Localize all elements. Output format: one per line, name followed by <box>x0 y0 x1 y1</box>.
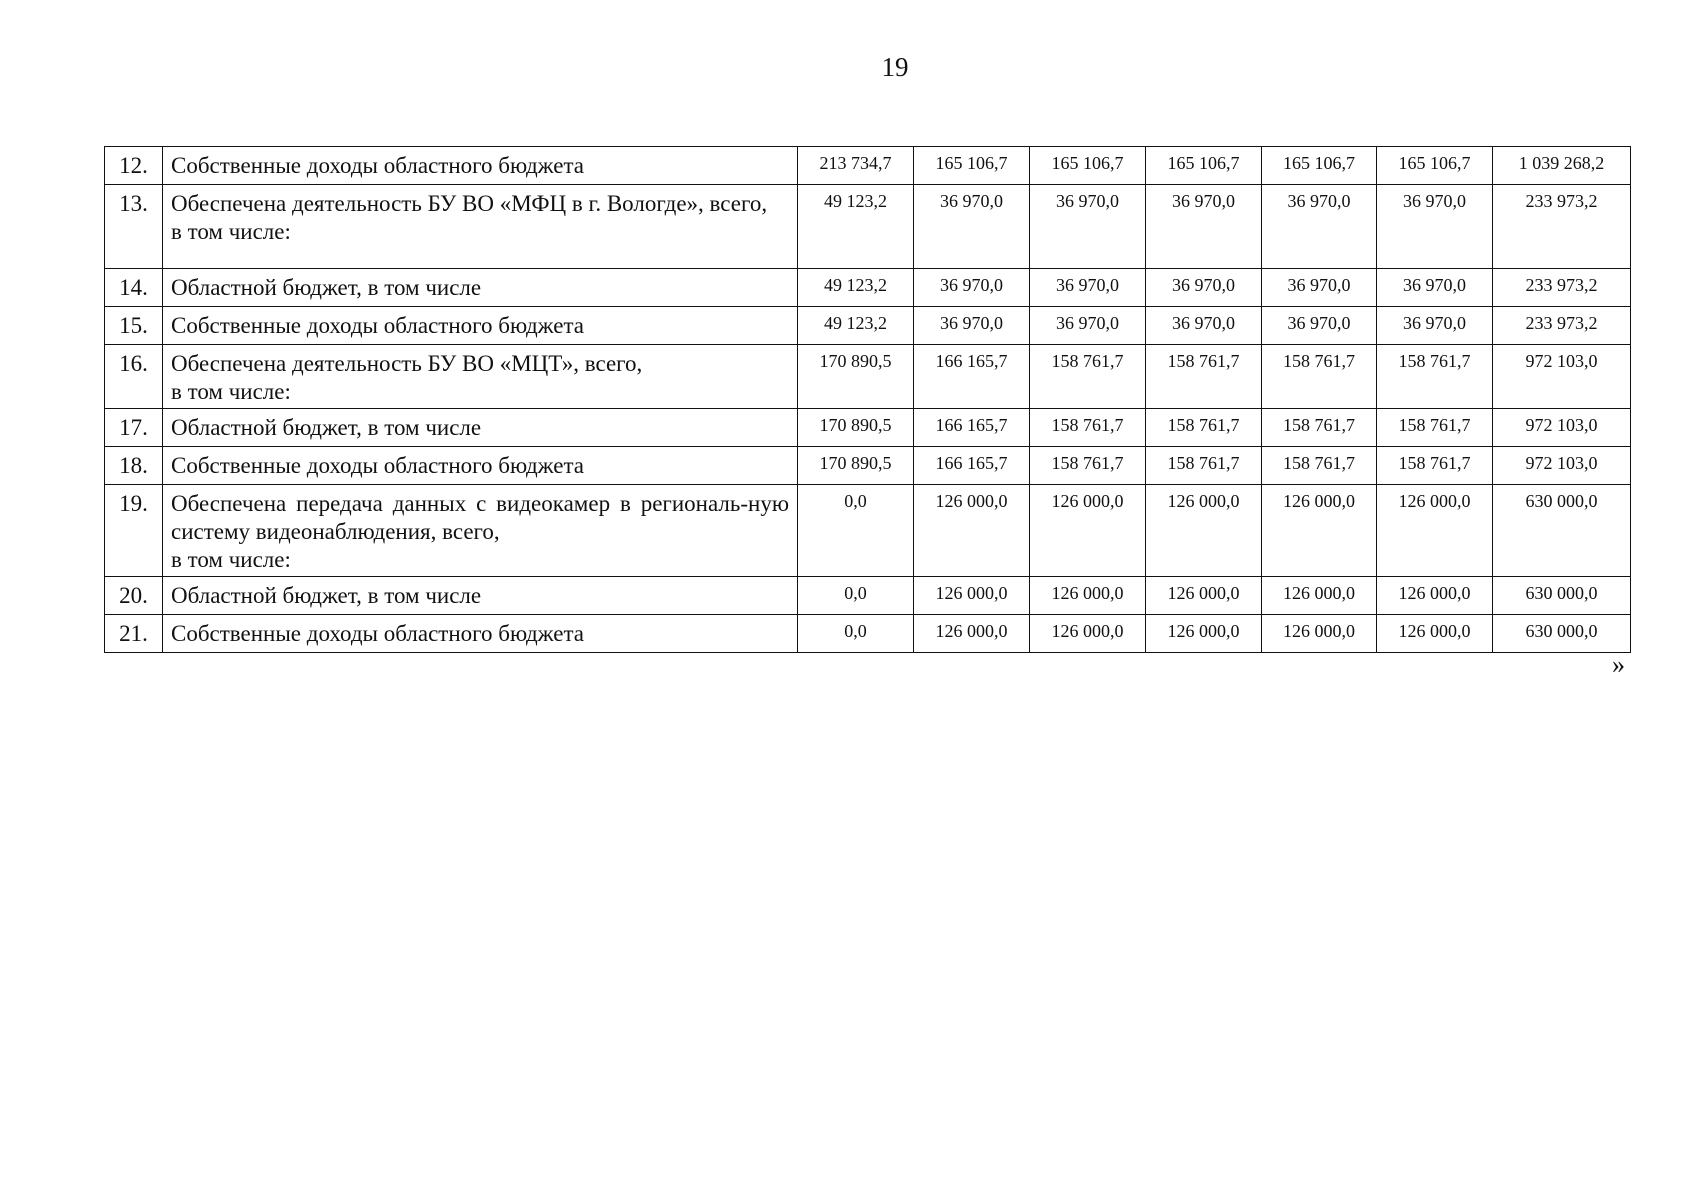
budget-table <box>104 146 1631 653</box>
value-cell: 36 970,0 <box>1146 269 1262 307</box>
table-row <box>105 185 1631 269</box>
row-description: Собственные доходы областного бюджета <box>163 147 798 185</box>
row-number: 13. <box>105 185 163 269</box>
value-cell: 36 970,0 <box>1377 185 1493 269</box>
table-row <box>105 147 1631 185</box>
value-cell: 126 000,0 <box>1146 485 1262 577</box>
value-cell: 165 106,7 <box>914 147 1030 185</box>
row-number: 20. <box>105 577 163 615</box>
value-cell: 126 000,0 <box>1030 577 1146 615</box>
value-cell: 158 761,7 <box>1262 409 1377 447</box>
value-cell: 170 890,5 <box>798 345 914 409</box>
value-cell: 126 000,0 <box>1146 577 1262 615</box>
page-number: 19 <box>881 52 909 82</box>
value-cell: 36 970,0 <box>1377 269 1493 307</box>
value-cell: 165 106,7 <box>1146 147 1262 185</box>
value-cell: 126 000,0 <box>1030 615 1146 653</box>
value-cell: 36 970,0 <box>1146 307 1262 345</box>
value-cell: 1 039 268,2 <box>1493 147 1631 185</box>
value-cell: 165 106,7 <box>1262 147 1377 185</box>
value-cell: 126 000,0 <box>914 485 1030 577</box>
value-cell: 170 890,5 <box>798 447 914 485</box>
table-row <box>105 615 1631 653</box>
value-cell: 158 761,7 <box>1377 409 1493 447</box>
value-cell: 233 973,2 <box>1493 185 1631 269</box>
row-number: 19. <box>105 485 163 577</box>
value-cell: 49 123,2 <box>798 185 914 269</box>
row-description: Собственные доходы областного бюджета <box>163 307 798 345</box>
value-cell: 158 761,7 <box>1146 345 1262 409</box>
value-cell: 126 000,0 <box>1377 577 1493 615</box>
row-number: 12. <box>105 147 163 185</box>
row-number: 18. <box>105 447 163 485</box>
value-cell: 126 000,0 <box>1262 485 1377 577</box>
value-cell: 49 123,2 <box>798 307 914 345</box>
value-cell: 972 103,0 <box>1493 447 1631 485</box>
value-cell: 630 000,0 <box>1493 485 1631 577</box>
value-cell: 36 970,0 <box>914 185 1030 269</box>
value-cell: 158 761,7 <box>1146 447 1262 485</box>
row-description: Обеспечена передача данных с видеокамер в региональ-ную систему видеонаблюдения, всего, в том числе: <box>163 485 798 577</box>
table-row <box>105 485 1631 577</box>
value-cell: 158 761,7 <box>1262 447 1377 485</box>
value-cell: 36 970,0 <box>1262 307 1377 345</box>
value-cell: 36 970,0 <box>1146 185 1262 269</box>
value-cell: 165 106,7 <box>1377 147 1493 185</box>
value-cell: 158 761,7 <box>1146 409 1262 447</box>
value-cell: 0,0 <box>798 615 914 653</box>
row-number: 17. <box>105 409 163 447</box>
value-cell: 36 970,0 <box>914 269 1030 307</box>
value-cell: 158 761,7 <box>1030 409 1146 447</box>
value-cell: 0,0 <box>798 577 914 615</box>
value-cell: 126 000,0 <box>1377 485 1493 577</box>
value-cell: 36 970,0 <box>1030 307 1146 345</box>
row-number: 16. <box>105 345 163 409</box>
value-cell: 166 165,7 <box>914 409 1030 447</box>
row-description: Областной бюджет, в том числе <box>163 577 798 615</box>
row-description: Обеспечена деятельность БУ ВО «МФЦ в г. Вологде», всего, в том числе: <box>163 185 798 269</box>
value-cell: 36 970,0 <box>1030 269 1146 307</box>
value-cell: 166 165,7 <box>914 447 1030 485</box>
value-cell: 126 000,0 <box>914 615 1030 653</box>
row-description: Собственные доходы областного бюджета <box>163 615 798 653</box>
table-row <box>105 409 1631 447</box>
table-row <box>105 307 1631 345</box>
value-cell: 158 761,7 <box>1262 345 1377 409</box>
value-cell: 126 000,0 <box>1030 485 1146 577</box>
value-cell: 36 970,0 <box>914 307 1030 345</box>
value-cell: 158 761,7 <box>1377 345 1493 409</box>
value-cell: 158 761,7 <box>1377 447 1493 485</box>
value-cell: 126 000,0 <box>1146 615 1262 653</box>
value-cell: 233 973,2 <box>1493 307 1631 345</box>
row-description: Областной бюджет, в том числе <box>163 269 798 307</box>
row-number: 21. <box>105 615 163 653</box>
value-cell: 165 106,7 <box>1030 147 1146 185</box>
value-cell: 126 000,0 <box>1262 615 1377 653</box>
value-cell: 36 970,0 <box>1030 185 1146 269</box>
value-cell: 36 970,0 <box>1262 269 1377 307</box>
value-cell: 213 734,7 <box>798 147 914 185</box>
row-description: Собственные доходы областного бюджета <box>163 447 798 485</box>
value-cell: 170 890,5 <box>798 409 914 447</box>
value-cell: 36 970,0 <box>1377 307 1493 345</box>
value-cell: 49 123,2 <box>798 269 914 307</box>
table-row <box>105 345 1631 409</box>
table-row <box>105 269 1631 307</box>
row-number: 15. <box>105 307 163 345</box>
value-cell: 126 000,0 <box>1377 615 1493 653</box>
value-cell: 36 970,0 <box>1262 185 1377 269</box>
table-row <box>105 447 1631 485</box>
value-cell: 158 761,7 <box>1030 447 1146 485</box>
value-cell: 166 165,7 <box>914 345 1030 409</box>
value-cell: 158 761,7 <box>1030 345 1146 409</box>
value-cell: 630 000,0 <box>1493 615 1631 653</box>
value-cell: 972 103,0 <box>1493 409 1631 447</box>
row-description: Обеспечена деятельность БУ ВО «МЦТ», всего, в том числе: <box>163 345 798 409</box>
row-number: 14. <box>105 269 163 307</box>
closing-quote-mark: » <box>1612 650 1625 679</box>
value-cell: 0,0 <box>798 485 914 577</box>
value-cell: 126 000,0 <box>914 577 1030 615</box>
table-body <box>105 147 1631 653</box>
value-cell: 233 973,2 <box>1493 269 1631 307</box>
value-cell: 126 000,0 <box>1262 577 1377 615</box>
row-description: Областной бюджет, в том числе <box>163 409 798 447</box>
table-row <box>105 577 1631 615</box>
value-cell: 972 103,0 <box>1493 345 1631 409</box>
value-cell: 630 000,0 <box>1493 577 1631 615</box>
